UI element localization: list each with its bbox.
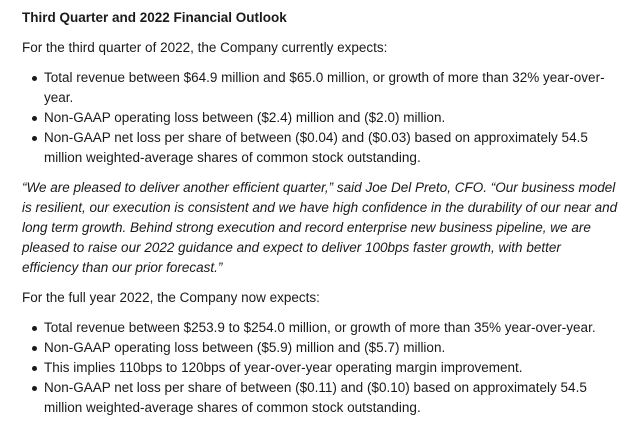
q3-intro: For the third quarter of 2022, the Company currently expects: xyxy=(22,40,388,55)
fy-intro: For the full year 2022, the Company now expects: xyxy=(22,290,320,305)
fy-outlook-list xyxy=(22,318,618,418)
section-heading: Third Quarter and 2022 Financial Outlook xyxy=(22,10,287,25)
q3-operating-loss-item: Non-GAAP operating loss between ($2.4) million and ($2.0) million. xyxy=(22,108,618,128)
fy-margin-item: This implies 110bps to 120bps of year-over-year operating margin improvement. xyxy=(22,358,618,378)
q3-outlook-list xyxy=(22,68,618,168)
cfo-quote: “We are pleased to deliver another efficient quarter,” said Joe Del Preto, CFO. “Our business model is resilient, our execution is consistent and we have high confidence in the durability of our near and long term growth. Behind strong execution and record enterprise new business pipeline, we are pleased to raise our 2022 guidance and expect to deliver 100bps faster growth, with better efficiency than our prior forecast.” xyxy=(22,180,618,275)
q3-net-loss-item: Non-GAAP net loss per share of between ($0.04) and ($0.03) based on approximately 54.5 million weighted-average shares of common stock outstanding. xyxy=(22,128,618,168)
q3-revenue-item: Total revenue between $64.9 million and $65.0 million, or growth of more than 32% year-over-year. xyxy=(22,68,618,108)
fy-operating-loss-item: Non-GAAP operating loss between ($5.9) million and ($5.7) million. xyxy=(22,338,618,358)
fy-revenue-item: Total revenue between $253.9 to $254.0 million, or growth of more than 35% year-over-year. xyxy=(22,318,618,338)
fy-net-loss-item: Non-GAAP net loss per share of between ($0.11) and ($0.10) based on approximately 54.5 million weighted-average shares of common stock outstanding. xyxy=(22,378,618,418)
